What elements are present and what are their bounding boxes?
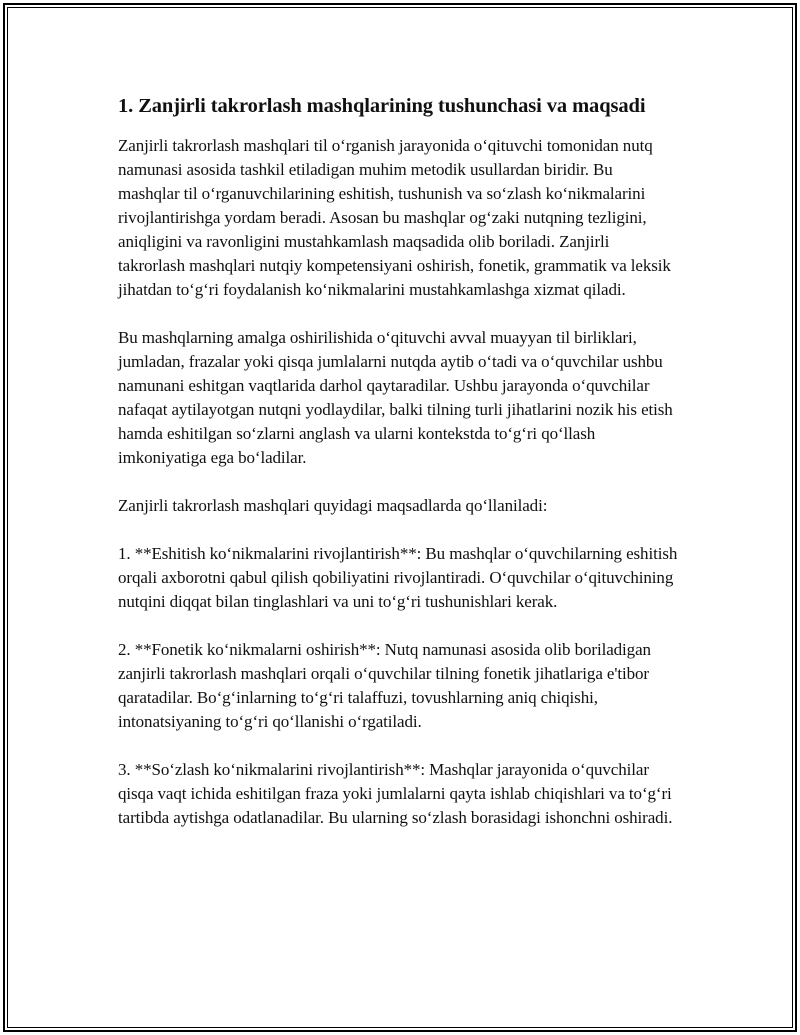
paragraph-process: Bu mashqlarning amalga oshirilishida o‘qituvchi avval muayyan til birliklari, jumladan, frazalar yoki qisqa jumlalarni nutqda aytib o‘tadi va o‘quvchilar ushbu namunani eshitgan vaqtlarida darhol qaytaradilar. Ushbu jarayonda o‘quvchilar nafaqat aytilayotgan nutqni yodlaydilar, balki tilning turli jihatlarini nozik his etish hamda eshitilgan so‘zlarni anglash va ularni kontekstda to‘g‘ri qo‘llash imkoniyatiga ega bo‘ladilar. (118, 328, 673, 467)
list-item-phonetic: 2. **Fonetik ko‘nikmalarni oshirish**: Nutq namunasi asosida olib boriladigan zanjirli takrorlash mashqlari orqali o‘quvchilar tilning fonetik jihatlariga e'tibor qaratadilar. Bo‘g‘inlarning to‘g‘ri talaffuzi, tovushlarning aniq chiqishi, intonatsiyaning to‘g‘ri qo‘llanishi o‘rgatiladi. (118, 640, 651, 731)
section-heading: 1. Zanjirli takrorlash mashqlarining tushunchasi va maqsadi (118, 95, 646, 117)
paragraph-intro: Zanjirli takrorlash mashqlari til o‘rganish jarayonida o‘qituvchi tomonidan nutq namunasi asosida tashkil etiladigan muhim metodik usullardan biridir. Bu mashqlar til o‘rganuvchilarining eshitish, tushunish va so‘zlash ko‘nikmalarini rivojlantirishga yordam beradi. Asosan bu mashqlar og‘zaki nutqning tezligini, aniqligini va ravonligini mustahkamlash maqsadida olib boriladi. Zanjirli takrorlash mashqlari nutqiy kompetensiyani oshirish, fonetik, grammatik va leksik jihatdan to‘g‘ri foydalanish ko‘nikmalarini mustahkamlashga xizmat qiladi. (118, 136, 671, 299)
document-body (118, 92, 678, 854)
list-item-listening: 1. **Eshitish ko‘nikmalarini rivojlantirish**: Bu mashqlar o‘quvchilarning eshitish orqali axborotni qabul qilish qobiliyatini rivojlantiradi. O‘quvchilar o‘qituvchining nutqini diqqat bilan tinglashlari va uni to‘g‘ri tushunishlari kerak. (118, 544, 678, 611)
paragraph-goals-lead: Zanjirli takrorlash mashqlari quyidagi maqsadlarda qo‘llaniladi: (118, 496, 548, 515)
list-item-speaking: 3. **So‘zlash ko‘nikmalarini rivojlantirish**: Mashqlar jarayonida o‘quvchilar qisqa vaqt ichida eshitilgan fraza yoki jumlalarni qayta ishlab chiqishlari va to‘g‘ri tartibda aytishga odatlanadilar. Bu ularning so‘zlash borasidagi ishonchni oshiradi. (118, 760, 673, 827)
